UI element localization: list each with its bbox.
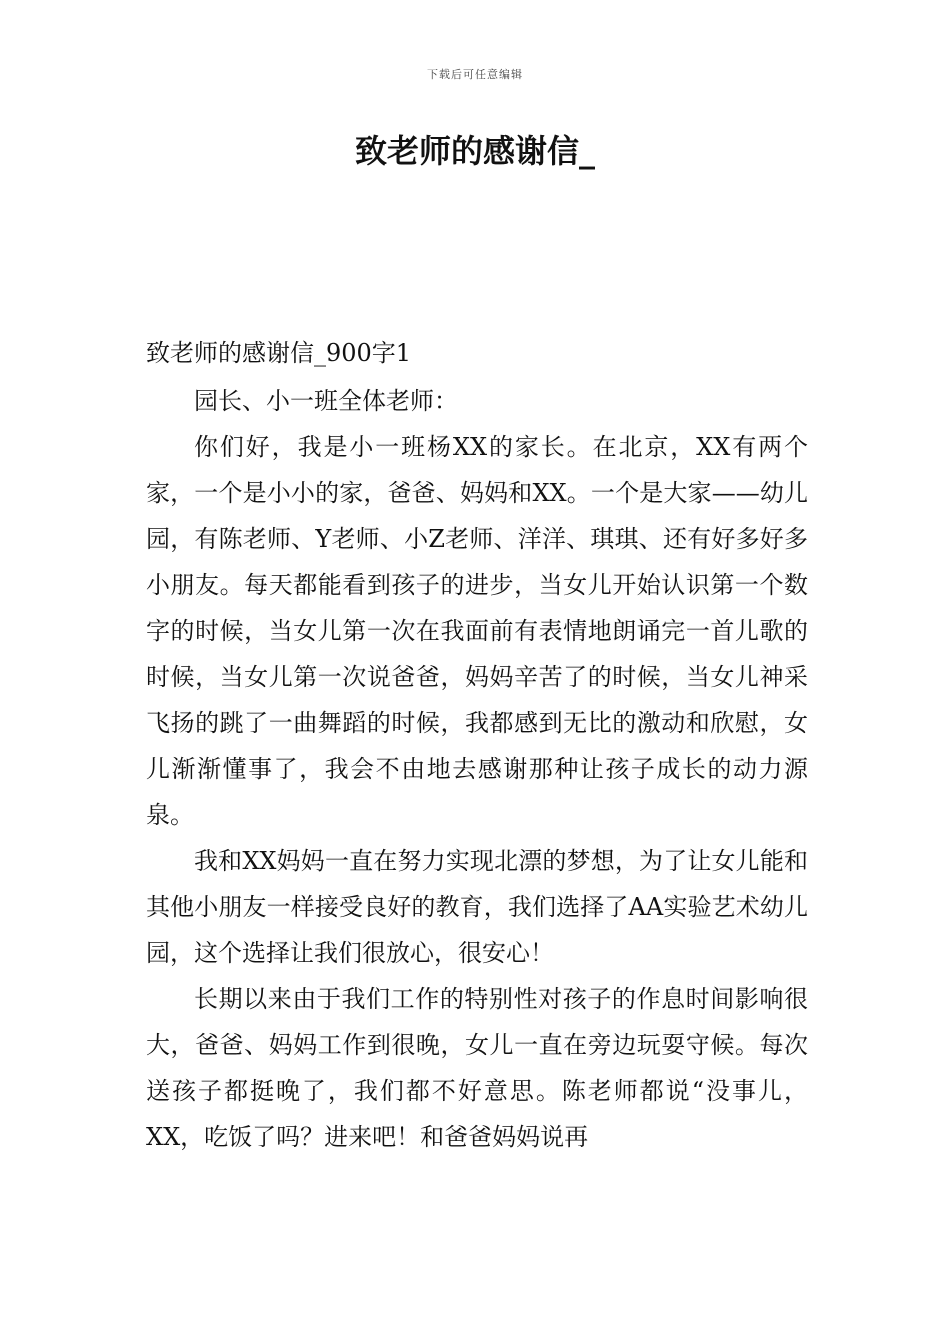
letter-paragraph-1: 你们好，我是小一班杨XX的家长。在北京，XX有两个家，一个是小小的家，爸爸、妈妈和XX。一个是大家——幼儿园，有陈老师、Y老师、小Z老师、洋洋、琪琪、还有好多好多小朋友。每天都能看到孩子的进步，当女儿开始认识第一个数字的时候，当女儿第一次在我面前有表情地朗诵完一首儿歌的时候，当女儿第一次说爸爸，妈妈辛苦了的时候，当女儿神采飞扬的跳了一曲舞蹈的时候，我都感到无比的激动和欣慰，女儿渐渐懂事了，我会不由地去感谢那种让孩子成长的动力源泉。 xyxy=(146,433,808,829)
document-subtitle: 致老师的感谢信_900字1 xyxy=(146,339,412,367)
document-title: 致老师的感谢信_ xyxy=(354,132,595,170)
letter-salutation: 园长、小一班全体老师： xyxy=(194,387,458,415)
letter-paragraph-3: 长期以来由于我们工作的特别性对孩子的作息时间影响很大，爸爸、妈妈工作到很晚，女儿一直在旁边玩耍守候。每次送孩子都挺晚了，我们都不好意思。陈老师都说“没事儿，XX，吃饭了吗？进来吧！和爸爸妈妈说再 xyxy=(146,985,808,1151)
header-note: 下载后可任意编辑 xyxy=(427,68,523,81)
letter-paragraph-2: 我和XX妈妈一直在努力实现北漂的梦想，为了让女儿能和其他小朋友一样接受良好的教育，我们选择了AA实验艺术幼儿园，这个选择让我们很放心，很安心！ xyxy=(146,847,808,967)
letter-body xyxy=(146,378,808,1160)
